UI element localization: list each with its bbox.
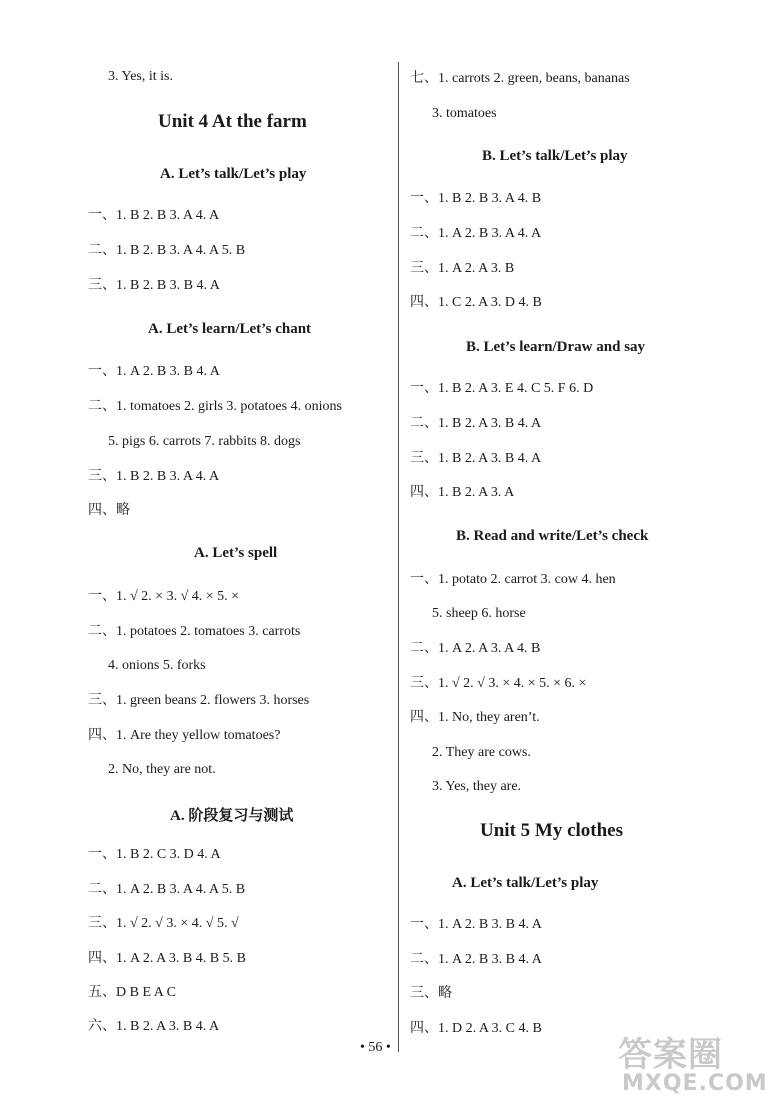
answer-line: 5. sheep 6. horse [432, 606, 526, 621]
answer-line: 一、1. A 2. B 3. B 4. A [88, 364, 220, 379]
answer-line: 一、1. B 2. A 3. E 4. C 5. F 6. D [410, 381, 594, 396]
answer-line: 4. onions 5. forks [108, 658, 206, 673]
answer-line: 2. They are cows. [432, 745, 531, 760]
answer-line: 一、1. A 2. B 3. B 4. A [410, 917, 542, 932]
answer-line: 三、1. √ 2. √ 3. × 4. × 5. × 6. × [410, 676, 587, 691]
answer-line: 二、1. A 2. B 3. A 4. A [410, 226, 542, 241]
answer-line: 二、1. B 2. B 3. A 4. A 5. B [88, 243, 246, 258]
answer-line: 四、略 [88, 503, 130, 518]
answer-line: 三、1. √ 2. √ 3. × 4. √ 5. √ [88, 916, 239, 931]
section-title: A. 阶段复习与测试 [170, 808, 294, 824]
answer-line: 二、1. B 2. A 3. B 4. A [410, 416, 542, 431]
answer-line: 三、1. green beans 2. flowers 3. horses [88, 693, 310, 708]
answer-line: 四、1. Are they yellow tomatoes? [88, 728, 281, 743]
section-title: B. Let’s learn/Draw and say [466, 339, 646, 355]
answer-line: 四、1. No, they aren’t. [410, 710, 540, 725]
answer-line: 六、1. B 2. A 3. B 4. A [88, 1019, 220, 1034]
section-title: A. Let’s learn/Let’s chant [148, 321, 312, 337]
answer-line: 二、1. A 2. B 3. B 4. A [410, 952, 542, 967]
intro-line: 3. Yes, it is. [108, 69, 173, 84]
section-title: B. Let’s talk/Let’s play [482, 148, 628, 164]
answer-line: 七、1. carrots 2. green, beans, bananas [410, 71, 630, 86]
watermark-url: MXQE.COM [622, 1071, 768, 1096]
answer-line: 一、1. B 2. B 3. A 4. B [410, 191, 542, 206]
watermark-logo [614, 1023, 768, 1101]
answer-line: 二、1. A 2. B 3. A 4. A 5. B [88, 882, 246, 897]
answer-line: 三、1. B 2. A 3. B 4. A [410, 451, 542, 466]
answer-line: 三、1. B 2. B 3. A 4. A [88, 469, 220, 484]
answer-line: 四、1. B 2. A 3. A [410, 485, 515, 500]
answer-line: 5. pigs 6. carrots 7. rabbits 8. dogs [108, 434, 301, 449]
answer-line: 3. Yes, they are. [432, 779, 522, 794]
section-title: B. Read and write/Let’s check [456, 528, 649, 544]
page-number: • 56 • [360, 1040, 391, 1055]
answer-line: 2. No, they are not. [108, 762, 216, 777]
answer-line: 三、略 [410, 986, 452, 1001]
answer-line: 三、1. B 2. B 3. B 4. A [88, 278, 220, 293]
unit-5-title: Unit 5 My clothes [480, 820, 624, 841]
answer-line: 一、1. potato 2. carrot 3. cow 4. hen [410, 572, 616, 587]
answer-line: 二、1. A 2. A 3. A 4. B [410, 641, 541, 656]
watermark-text: 答案圈 [618, 1035, 723, 1075]
answer-line: 一、1. √ 2. × 3. √ 4. × 5. × [88, 589, 240, 604]
answer-line: 三、1. A 2. A 3. B [410, 261, 515, 276]
section-title: A. Let’s spell [194, 545, 278, 561]
column-divider [398, 62, 399, 1052]
answer-line: 3. tomatoes [432, 106, 497, 121]
answer-line: 四、1. A 2. A 3. B 4. B 5. B [88, 951, 246, 966]
section-title: A. Let’s talk/Let’s play [160, 166, 307, 182]
unit-4-title: Unit 4 At the farm [158, 111, 307, 132]
answer-line: 二、1. tomatoes 2. girls 3. potatoes 4. onions [88, 399, 342, 414]
answer-line: 四、1. C 2. A 3. D 4. B [410, 295, 542, 310]
answer-line: 一、1. B 2. B 3. A 4. A [88, 208, 220, 223]
answer-line: 五、D B E A C [88, 985, 176, 1000]
answer-line: 二、1. potatoes 2. tomatoes 3. carrots [88, 624, 301, 639]
answer-line: 四、1. D 2. A 3. C 4. B [410, 1021, 542, 1036]
answer-line: 一、1. B 2. C 3. D 4. A [88, 847, 221, 862]
section-title: A. Let’s talk/Let’s play [452, 875, 599, 891]
